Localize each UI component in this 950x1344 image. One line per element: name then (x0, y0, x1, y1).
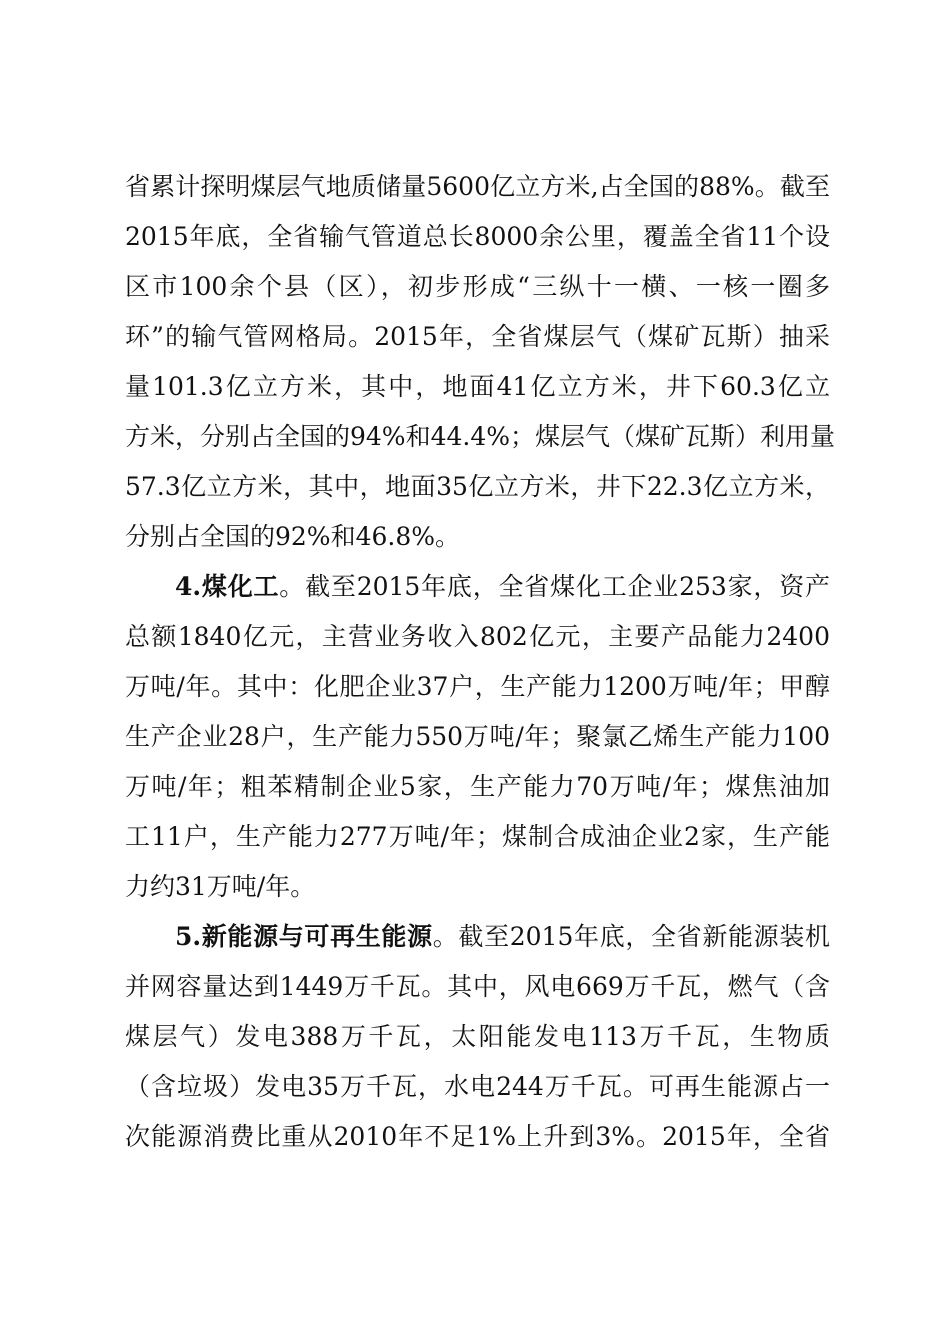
paragraph-3-line-3: 煤层气）发电388万千瓦，太阳能发电113万千瓦，生物质 (125, 1022, 830, 1051)
paragraph-3-first-line-text: 。截至2015年底，全省新能源装机 (432, 922, 831, 951)
paragraph-1-line-8: 分别占全国的92%和46.8%。 (125, 522, 460, 551)
paragraph-1-line-3: 区市100余个县（区），初步形成“三纵十一横、一核一圈多 (125, 272, 830, 301)
paragraph-3-line-1 (175, 922, 830, 952)
paragraph-1-line-5: 量101.3亿立方米，其中，地面41亿立方米，井下60.3亿立 (125, 372, 830, 401)
paragraph-2-line-1 (175, 572, 830, 602)
paragraph-1-line-7: 57.3亿立方米，其中，地面35亿立方米，井下22.3亿立方米， (125, 472, 830, 501)
paragraph-3-line-2: 并网容量达到1449万千瓦。其中，风电669万千瓦，燃气（含 (125, 972, 830, 1001)
paragraph-2-line-6: 工11户，生产能力277万吨/年；煤制合成油企业2家，生产能 (125, 822, 830, 851)
section-heading-new-energy: 5.新能源与可再生能源 (175, 922, 433, 951)
paragraph-2-first-line-text: 。截至2015年底，全省煤化工企业253家，资产 (279, 572, 830, 601)
paragraph-1-line-1: 省累计探明煤层气地质储量5600亿立方米,占全国的88%。截至 (125, 172, 830, 201)
paragraph-2-line-5: 万吨/年；粗苯精制企业5家，生产能力70万吨/年；煤焦油加 (125, 772, 830, 801)
paragraph-2-line-2: 总额1840亿元，主营业务收入802亿元，主要产品能力2400 (125, 622, 830, 651)
section-heading-coal-chemical: 4.煤化工 (175, 572, 280, 601)
paragraph-2-line-3: 万吨/年。其中：化肥企业37户，生产能力1200万吨/年；甲醇 (125, 672, 830, 701)
paragraph-1-line-6: 方米，分别占全国的94%和44.4%；煤层气（煤矿瓦斯）利用量 (125, 422, 835, 451)
paragraph-2-line-7: 力约31万吨/年。 (125, 872, 316, 901)
paragraph-3-line-4: （含垃圾）发电35万千瓦，水电244万千瓦。可再生能源占一 (125, 1072, 830, 1101)
paragraph-2-line-4: 生产企业28户，生产能力550万吨/年；聚氯乙烯生产能力100 (125, 722, 830, 751)
paragraph-1-line-2: 2015年底，全省输气管道总长8000余公里，覆盖全省11个设 (125, 222, 830, 251)
paragraph-3-line-5: 次能源消费比重从2010年不足1%上升到3%。2015年，全省 (125, 1122, 830, 1151)
paragraph-1-line-4: 环”的输气管网格局。2015年，全省煤层气（煤矿瓦斯）抽采 (125, 322, 830, 351)
